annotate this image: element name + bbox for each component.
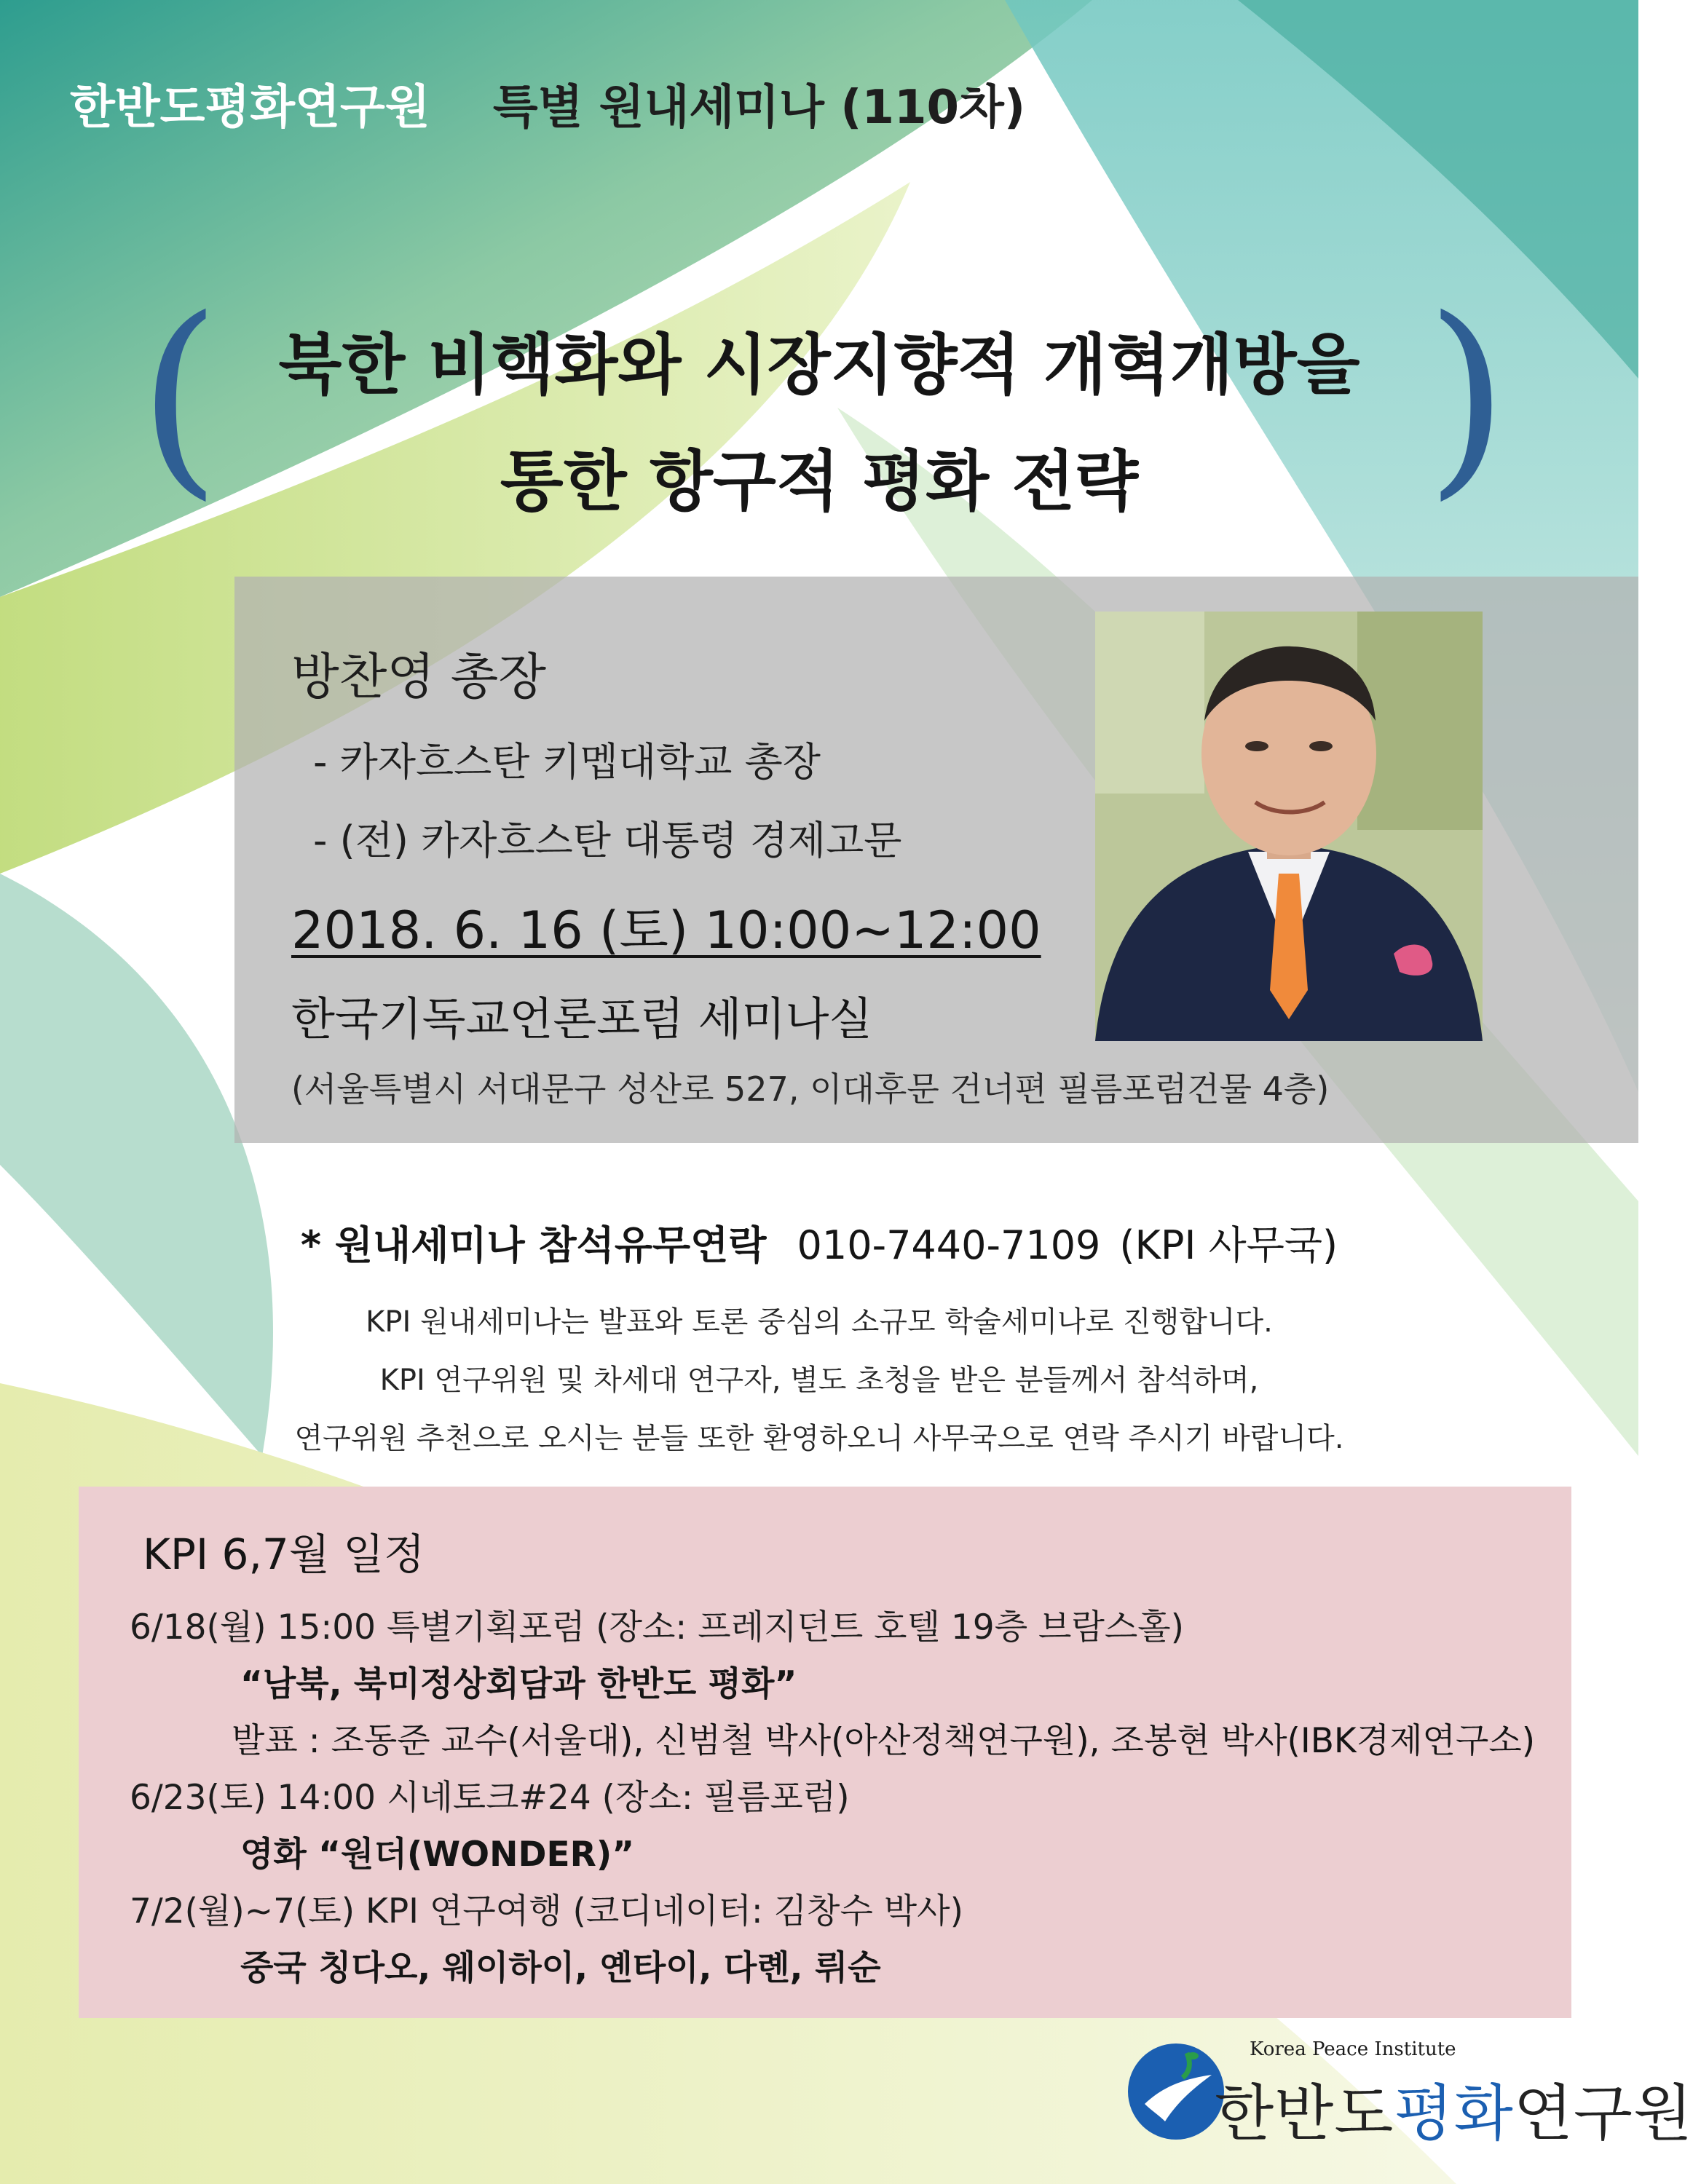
seminar-venue: 한국기독교언론포럼 세미나실 (291, 992, 873, 1045)
speaker-name: 방찬영 총장 (291, 649, 547, 706)
speaker-role-former: - (전) 카자흐스탄 대통령 경제고문 (313, 818, 902, 863)
contact-office: (KPI 사무국) (1119, 1222, 1338, 1268)
seminar-title-line1: 북한 비핵화와 시장지향적 개혁개방을 (278, 327, 1360, 403)
schedule-title: KPI 6,7월 일정 (143, 1530, 425, 1579)
logo-name (1215, 2065, 1693, 2153)
seminar-title (175, 307, 1464, 540)
header-org: 한반도평화연구원 (70, 81, 430, 135)
seminar-datetime: 2018. 6. 16 (토) 10:00~12:00 (291, 901, 1041, 960)
note-line: KPI 원내세미나는 발표와 토론 중심의 소규모 학술세미나로 진행합니다. (366, 1305, 1273, 1339)
speaker-photo (1095, 612, 1483, 1041)
schedule-item-detail: “남북, 북미정상회담과 한반도 평화” (240, 1664, 797, 1704)
schedule-item-detail: 중국 칭다오, 웨이하이, 옌타이, 다롄, 뤼순 (240, 1948, 881, 1988)
speaker-role-current: - 카자흐스탄 키멥대학교 총장 (313, 739, 821, 785)
note-line: KPI 연구위원 및 차세대 연구자, 별도 초청을 받은 분들께서 참석하며, (379, 1364, 1259, 1397)
title-bracket-left: ( (138, 274, 221, 519)
note-line: 연구위원 추천으로 오시는 분들 또한 환영하오니 사무국으로 연락 주시기 바랍니다. (294, 1422, 1344, 1455)
header (70, 70, 1025, 137)
logo-name-part3: 연구원 (1513, 2078, 1693, 2149)
logo-english: Korea Peace Institute (1250, 2038, 1456, 2060)
contact-label: * 원내세미나 참석유무연락 (300, 1222, 767, 1268)
seminar-address: (서울특별시 서대문구 성산로 527, 이대후문 건너편 필름포럼건물 4층) (291, 1069, 1330, 1109)
seminar-notes (175, 1293, 1464, 1468)
seminar-title-line2: 통한 항구적 평화 전략 (500, 443, 1139, 520)
kpi-logo (1121, 2031, 1693, 2155)
schedule-item: 6/23(토) 14:00 시네토크#24 (장소: 필름포럼) (130, 1778, 850, 1818)
contact-phone: 010-7440-7109 (797, 1222, 1101, 1268)
schedule-item-detail: 발표 : 조동준 교수(서울대), 신범철 박사(아산정책연구원), 조봉현 박사(IBK경제연구소) (232, 1721, 1536, 1761)
header-seminar: 특별 원내세미나 (110차) (492, 81, 1026, 135)
logo-name-part1: 한반도 (1215, 2078, 1394, 2149)
schedule-item: 7/2(월)~7(토) KPI 연구여행 (코디네이터: 김창수 박사) (130, 1891, 963, 1931)
logo-name-part2: 평화 (1394, 2078, 1514, 2149)
schedule-item-detail: 영화 “원더(WONDER)” (240, 1835, 635, 1875)
schedule-item: 6/18(월) 15:00 특별기획포럼 (장소: 프레지던트 호텔 19층 브람스홀) (130, 1607, 1184, 1647)
title-bracket-right: ) (1426, 274, 1509, 519)
speaker-portrait-icon (1095, 612, 1483, 1041)
contact-line (218, 1214, 1420, 1270)
